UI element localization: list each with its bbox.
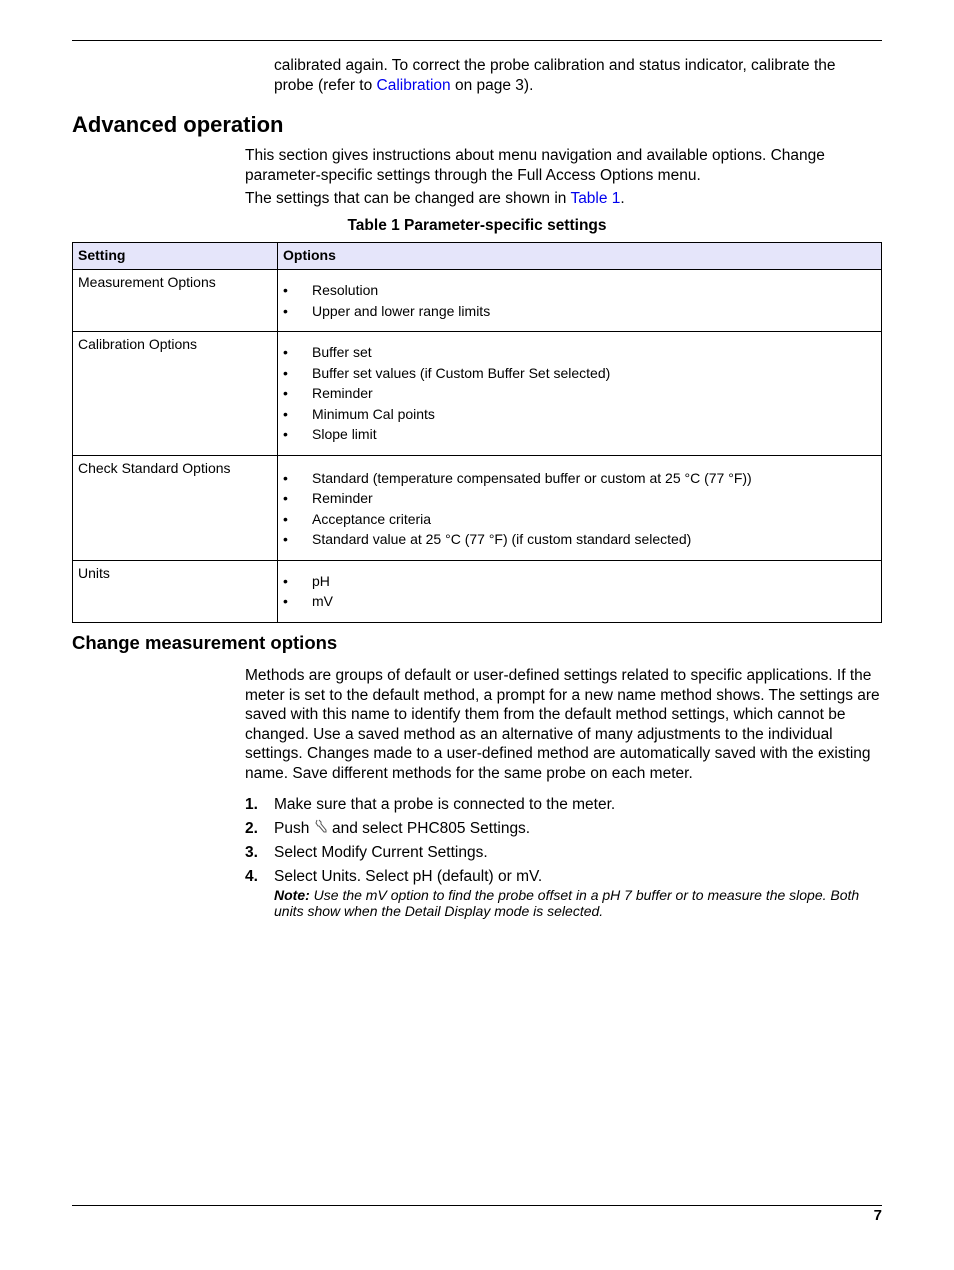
steps-list: [245, 795, 885, 923]
footer-rule: [72, 1205, 882, 1206]
step-number: 3.: [245, 844, 258, 861]
option-item: • Resolution: [283, 280, 876, 301]
step-text: Select Units. Select pH (default) or mV.: [274, 868, 543, 885]
options-cell: [278, 455, 882, 560]
option-item: • Reminder: [283, 488, 876, 509]
subsection-title: Change measurement options: [72, 632, 338, 653]
options-cell: [278, 270, 882, 332]
step-text: Select Modify Current Settings.: [274, 844, 488, 861]
setting-cell: Measurement Options: [73, 270, 278, 332]
option-item: • Standard (temperature compensated buffer or custom at 25 °C (77 °F)): [283, 468, 876, 489]
step-text: Make sure that a probe is connected to the meter.: [274, 796, 616, 813]
table-reference-paragraph: [245, 189, 865, 209]
option-item: • Acceptance criteria: [283, 509, 876, 530]
setting-cell: Check Standard Options: [73, 455, 278, 560]
step-text: Push: [274, 820, 314, 837]
table-row: [73, 560, 882, 622]
option-item: • Standard value at 25 °C (77 °F) (if custom standard selected): [283, 529, 876, 550]
step-item: [245, 867, 885, 919]
step-item: [245, 819, 885, 839]
step-text-end: and select PHC805 Settings.: [327, 820, 531, 837]
table-caption: Table 1 Parameter-specific settings: [347, 217, 607, 234]
option-item: • Buffer set: [283, 342, 876, 363]
table-row: [73, 332, 882, 456]
option-item: • pH: [283, 571, 876, 592]
wrench-icon: [314, 820, 328, 837]
page-number: 7: [873, 1207, 882, 1224]
reference-text-end: .: [620, 190, 625, 207]
intro-text: calibrated again. To correct the probe calibration and status indicator, calibrate the probe (refer to: [274, 57, 836, 94]
header-rule: [72, 40, 882, 41]
reference-text: The settings that can be changed are shown in: [245, 190, 571, 207]
setting-cell: Calibration Options: [73, 332, 278, 456]
option-item: • mV: [283, 591, 876, 612]
option-item: • Buffer set values (if Custom Buffer Set selected): [283, 363, 876, 384]
option-item: • Upper and lower range limits: [283, 301, 876, 322]
methods-paragraph: Methods are groups of default or user-defined settings related to specific applications. If the meter is set to the default method, a prompt for a new name method shows. The settings are saved with this name to identify them from the default method settings, which cannot be changed. Use a saved method as an alternative of many adjustments to the individual settings. Changes made to a user-defined method are automatically saved with the existing name. Save different methods for the same probe on each meter.: [245, 667, 880, 782]
option-item: • Slope limit: [283, 424, 876, 445]
options-cell: [278, 560, 882, 622]
step-number: 4.: [245, 868, 258, 885]
intro-text-end: on page 3).: [450, 76, 534, 94]
calibration-link[interactable]: Calibration: [376, 76, 451, 94]
option-item: • Minimum Cal points: [283, 404, 876, 425]
table-1-link[interactable]: Table 1: [570, 190, 621, 207]
setting-cell: Units: [73, 560, 278, 622]
table-row: [73, 455, 882, 560]
step-item: [245, 795, 885, 815]
options-cell: [278, 332, 882, 456]
step-item: [245, 843, 885, 863]
section-title: Advanced operation: [72, 112, 284, 137]
header-options: Options: [278, 243, 882, 270]
note-text: Use the mV option to find the probe offset in a pH 7 buffer or to measure the slope. Both units show when the Detail Display mode is selected.: [274, 886, 860, 919]
intro-paragraph: [274, 56, 874, 95]
section-paragraph: This section gives instructions about menu navigation and available options. Change parameter-specific settings through the Full Access Options menu.: [245, 147, 825, 184]
settings-table: [72, 242, 882, 623]
step-number: 1.: [245, 796, 258, 813]
note: [274, 887, 885, 919]
header-setting: Setting: [73, 243, 278, 270]
step-number: 2.: [245, 820, 258, 837]
note-label: Note:: [274, 886, 310, 903]
option-item: • Reminder: [283, 383, 876, 404]
table-header-row: [73, 243, 882, 270]
table-row: [73, 270, 882, 332]
